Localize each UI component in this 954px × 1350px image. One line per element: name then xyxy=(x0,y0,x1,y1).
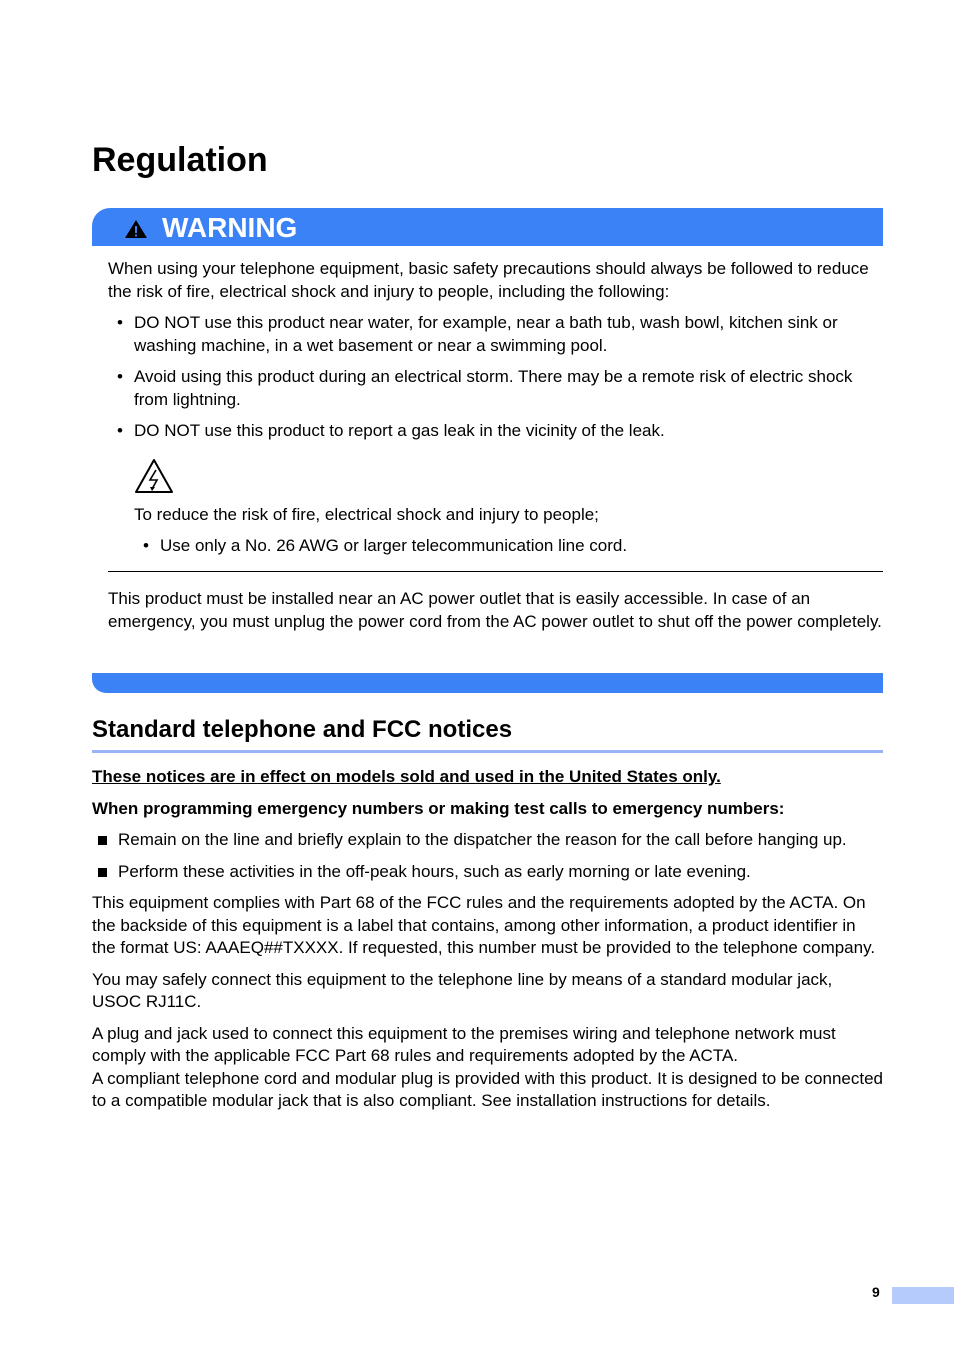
fcc-compliance-paragraph: This equipment complies with Part 68 of the FCC rules and the requirements adopted by the ACTA. On the backside of this equipment is a label that contains, among other information, a product identifier in the format US: AAAEQ##TXXXX. If requested, this number must be provided to the telephone company. xyxy=(92,893,876,957)
warning-footer-bar xyxy=(92,673,883,693)
warning-triangle-icon xyxy=(124,219,148,239)
section-underline xyxy=(92,750,883,753)
emergency-item: Perform these activities in the off-peak hours, such as early morning or late evening. xyxy=(92,861,883,884)
warning-intro: When using your telephone equipment, basic safety precautions should always be followed to reduce the risk of fire, electrical shock and injury to people, including the following: xyxy=(108,259,869,301)
us-only-notice: These notices are in effect on models sold and used in the United States only. xyxy=(92,767,721,786)
warning-bullet: • DO NOT use this product to report a gas leak in the vicinity of the leak. xyxy=(117,421,665,440)
page-number: 9 xyxy=(872,1284,880,1300)
power-outlet-note: This product must be installed near an AC power outlet that is easily accessible. In case of an emergency, you must unplug the power cord from the AC power outlet to shut off the power completely. xyxy=(108,589,882,631)
emergency-item: Remain on the line and briefly explain to the dispatcher the reason for the call before hanging up. xyxy=(92,829,883,852)
square-bullet-icon xyxy=(98,868,107,877)
warning-body xyxy=(108,258,883,558)
electric-shock-warning-icon xyxy=(134,458,174,494)
warning-bullet: • DO NOT use this product near water, for example, near a bath tub, wash bowl, kitchen sink or washing machine, in a wet basement or near a swimming pool. xyxy=(117,313,838,355)
section-title: Standard telephone and FCC notices xyxy=(92,716,513,743)
plug-jack-paragraph: A plug and jack used to connect this equipment to the premises wiring and telephone network must comply with the applicable FCC Part 68 rules and requirements adopted by the ACTA. A compliant telephone cord and modular plug is provided with this product. It is designed to be connected to a compatible modular jack that is also compliant. See installation instructions for details. xyxy=(92,1023,883,1110)
warning-bullet: • Avoid using this product during an electrical storm. There may be a remote risk of electric shock from lightning. xyxy=(117,367,853,409)
shock-warning-text: To reduce the risk of fire, electrical shock and injury to people; xyxy=(134,504,599,524)
page-title: Regulation xyxy=(92,141,268,179)
modular-jack-paragraph: You may safely connect this equipment to the telephone line by means of a standard modular jack, USOC RJ11C. xyxy=(92,969,833,1011)
page-tab xyxy=(892,1287,954,1304)
warning-label: WARNING xyxy=(162,212,298,243)
shock-warning-bullet: • Use only a No. 26 AWG or larger telecommunication line cord. xyxy=(143,536,628,555)
divider xyxy=(108,571,883,572)
emergency-heading: When programming emergency numbers or making test calls to emergency numbers: xyxy=(92,798,785,818)
section-body xyxy=(92,766,883,1122)
warning-banner xyxy=(92,208,883,246)
square-bullet-icon xyxy=(98,836,107,845)
